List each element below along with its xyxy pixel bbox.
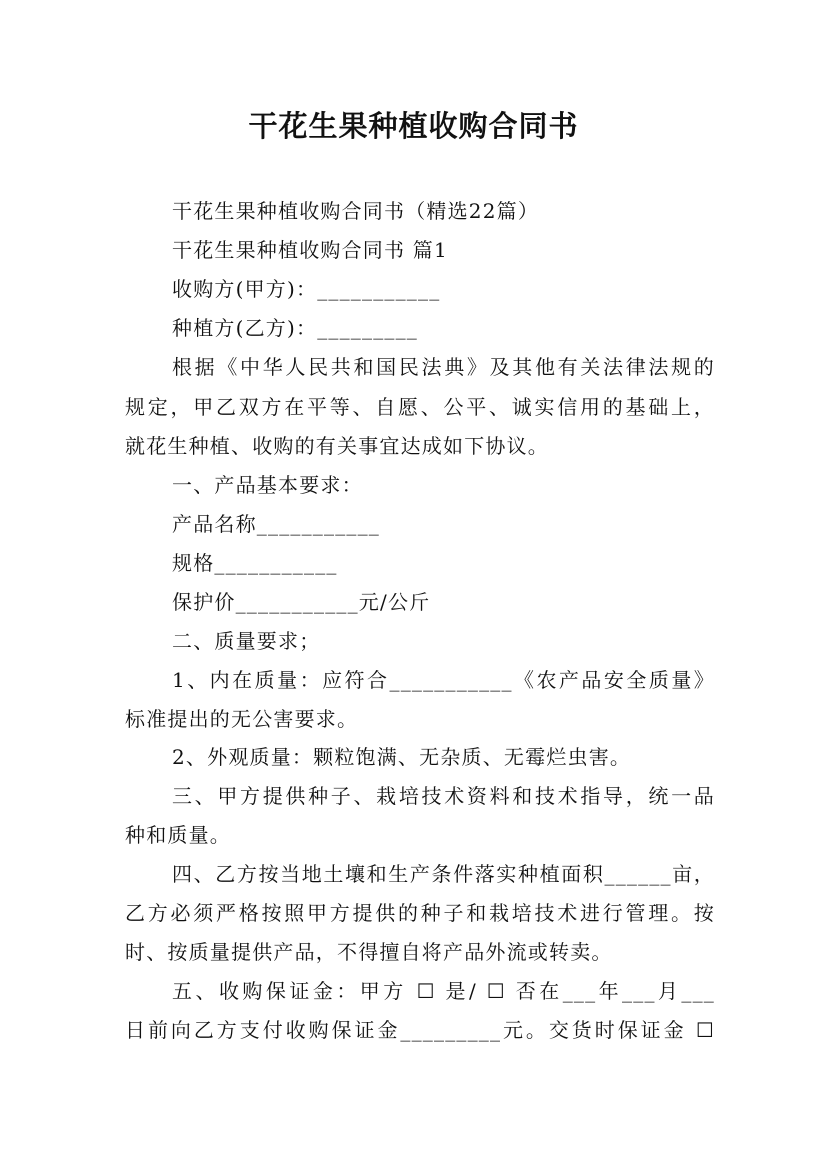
paragraph-line: 时、按质量提供产品，不得擅自将产品外流或转卖。 bbox=[125, 940, 613, 964]
section-heading: 干花生果种植收购合同书 篇1 bbox=[172, 238, 448, 262]
buyer-party-line: 收购方(甲方)：___________ bbox=[172, 277, 441, 301]
paragraph-line: 三、甲方提供种子、栽培技术资料和技术指导，统一品 bbox=[172, 784, 715, 808]
document-title: 干花生果种植收购合同书 bbox=[248, 109, 579, 143]
paragraph-line: 根据《中华人民共和国民法典》及其他有关法律法规的 bbox=[172, 355, 715, 379]
clause-heading: 一、产品基本要求： bbox=[172, 473, 363, 497]
paragraph-line: 四、乙方按当地土壤和生产条件落实种植面积______亩， bbox=[172, 862, 715, 886]
paragraph-line: 五、收购保证金：甲方 ☐ 是/ ☐ 否在___年___月___ bbox=[172, 979, 715, 1003]
paragraph-line: 2、外观质量：颗粒饱满、无杂质、无霉烂虫害。 bbox=[172, 745, 632, 769]
paragraph-line: 规定，甲乙双方在平等、自愿、公平、诚实信用的基础上， bbox=[125, 395, 715, 419]
paragraph-line: 标准提出的无公害要求。 bbox=[125, 707, 359, 731]
paragraph-line: 1、内在质量：应符合___________《农产品安全质量》 bbox=[172, 668, 715, 692]
grower-party-line: 种植方(乙方)：_________ bbox=[172, 316, 419, 340]
protected-price-line: 保护价___________元/公斤 bbox=[172, 590, 431, 614]
subtitle-line: 干花生果种植收购合同书（精选22篇） bbox=[172, 199, 540, 223]
paragraph-line: 日前向乙方支付收购保证金_________元。交货时保证金 ☐ bbox=[125, 1018, 715, 1042]
paragraph-line: 乙方必须严格按照甲方提供的种子和栽培技术进行管理。按 bbox=[125, 901, 715, 925]
paragraph-line: 种和质量。 bbox=[125, 823, 231, 847]
product-name-line: 产品名称___________ bbox=[172, 512, 380, 536]
spec-line: 规格___________ bbox=[172, 551, 338, 575]
paragraph-line: 就花生种植、收购的有关事宜达成如下协议。 bbox=[125, 434, 549, 458]
clause-heading: 二、质量要求； bbox=[172, 629, 321, 653]
